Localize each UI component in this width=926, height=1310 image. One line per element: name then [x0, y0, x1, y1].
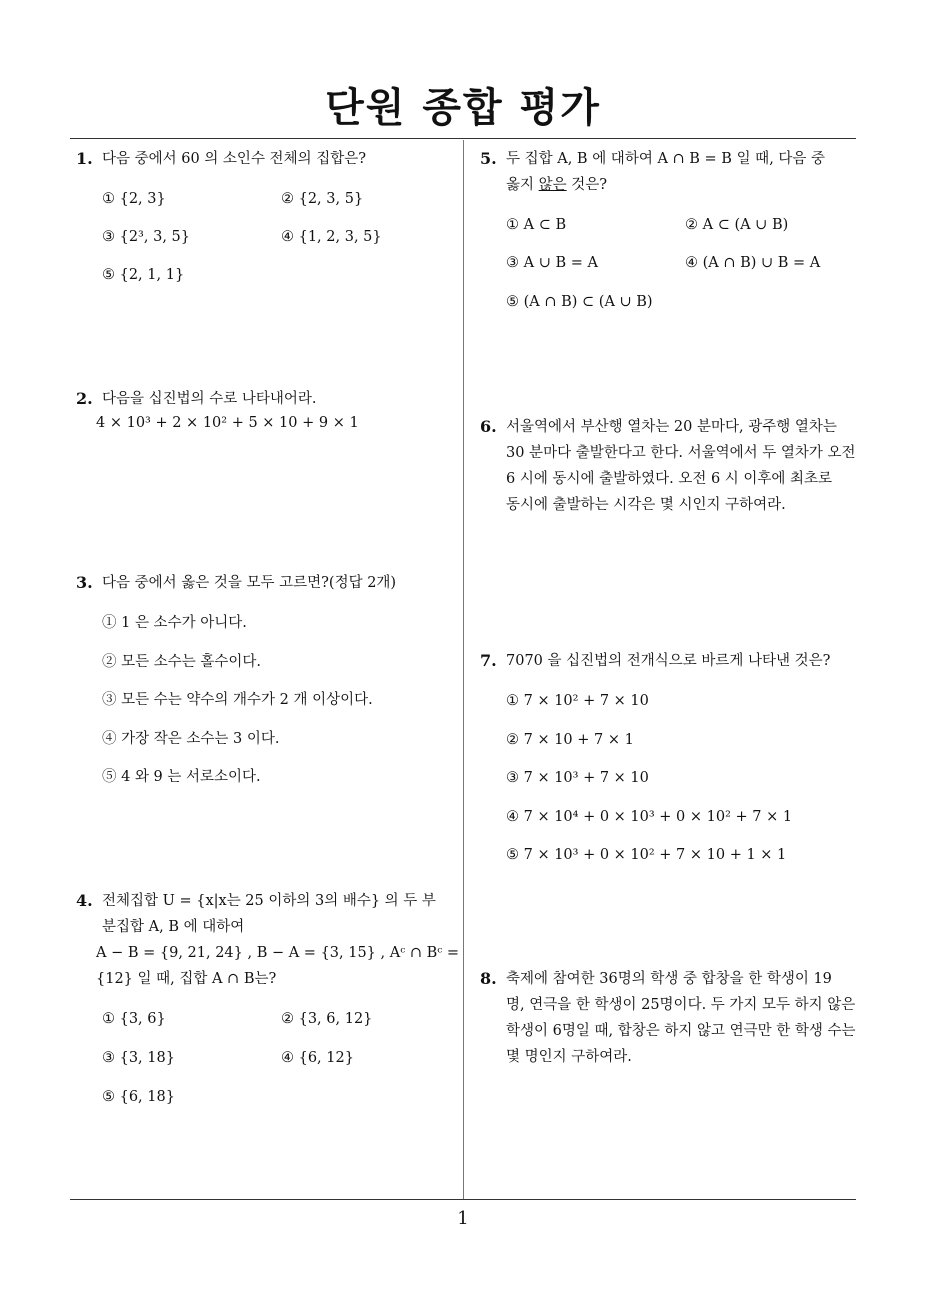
column-divider	[463, 140, 464, 1200]
option-1[interactable]: ① A ⊂ B	[506, 217, 567, 233]
stem-line: {12} 일 때, 집합 A ∩ B는?	[96, 971, 277, 987]
page-title: 단원 종합 평가	[325, 85, 601, 131]
option-2[interactable]: ② {2, 3, 5}	[281, 191, 364, 207]
page-number: 1	[457, 1208, 469, 1229]
answer-options	[480, 212, 860, 312]
question-number: 2.	[76, 389, 93, 408]
question-stem	[506, 414, 864, 518]
question-stem: 다음 중에서 옳은 것을 모두 고르면?(정답 2개)	[102, 575, 397, 591]
stem-line: 30 분마다 출발한다고 한다. 서울역에서 두 열차가 오전	[506, 445, 856, 461]
question-6	[480, 414, 864, 518]
option-3[interactable]: ③ 7 × 10³ + 7 × 10	[506, 770, 649, 786]
question-stem	[506, 146, 860, 198]
stem-line: 전체집합 U = {x|x는 25 이하의 3의 배수} 의 두 부	[102, 893, 436, 909]
stem-text: 것은?	[566, 177, 608, 193]
option-5[interactable]: ⑤ 4 와 9 는 서로소이다.	[102, 769, 261, 785]
answer-options	[76, 1006, 460, 1106]
emphasis-underline: 않은	[538, 177, 567, 193]
question-5	[480, 146, 860, 312]
option-1[interactable]: ① {3, 6}	[102, 1011, 166, 1027]
stem-line: 분집합 A, B 에 대하여	[102, 919, 245, 935]
stem-line	[506, 172, 860, 198]
option-1[interactable]: ① 1 은 소수가 아니다.	[102, 615, 247, 631]
option-5[interactable]: ⑤ (A ∩ B) ⊂ (A ∪ B)	[506, 294, 653, 310]
question-number: 7.	[480, 651, 497, 670]
question-4	[76, 888, 460, 1106]
option-1[interactable]: ① 7 × 10² + 7 × 10	[506, 693, 649, 709]
question-number: 8.	[480, 969, 497, 988]
stem-line: 서울역에서 부산행 열차는 20 분마다, 광주행 열차는	[506, 419, 837, 435]
question-stem	[506, 966, 864, 1070]
option-2[interactable]: ② {3, 6, 12}	[281, 1011, 373, 1027]
option-4[interactable]: ④ 가장 작은 소수는 3 이다.	[102, 731, 280, 747]
question-3	[76, 570, 456, 790]
question-number: 1.	[76, 149, 93, 168]
question-2	[76, 386, 456, 436]
option-4[interactable]: ④ (A ∩ B) ∪ B = A	[685, 255, 821, 271]
question-stem	[102, 888, 460, 940]
answer-options	[76, 610, 456, 790]
option-3[interactable]: ③ {2³, 3, 5}	[102, 229, 190, 245]
question-8	[480, 966, 864, 1070]
option-5[interactable]: ⑤ {6, 18}	[102, 1089, 175, 1105]
option-3[interactable]: ③ A ∪ B = A	[506, 255, 598, 271]
answer-options	[480, 688, 860, 868]
option-5[interactable]: ⑤ {2, 1, 1}	[102, 267, 185, 283]
stem-line: 몇 명인지 구하여라.	[506, 1049, 632, 1065]
question-stem: 다음을 십진법의 수로 나타내어라.	[102, 391, 317, 407]
option-2[interactable]: ② 모든 소수는 홀수이다.	[102, 654, 261, 670]
stem-line: 학생이 6명일 때, 합창은 하지 않고 연극만 한 학생 수는	[506, 1023, 856, 1039]
question-1	[76, 146, 456, 286]
option-3[interactable]: ③ 모든 수는 약수의 개수가 2 개 이상이다.	[102, 692, 373, 708]
answer-options	[76, 186, 456, 286]
question-stem: 다음 중에서 60 의 소인수 전체의 집합은?	[102, 151, 366, 167]
stem-line: A − B = {9, 21, 24} , B − A = {3, 15} , Aᶜ ∩ Bᶜ =	[96, 945, 460, 961]
stem-line: 두 집합 A, B 에 대하여 A ∩ B = B 일 때, 다음 중	[506, 151, 826, 167]
question-number: 6.	[480, 417, 497, 436]
option-4[interactable]: ④ 7 × 10⁴ + 0 × 10³ + 0 × 10² + 7 × 1	[506, 809, 793, 825]
question-number: 4.	[76, 891, 93, 910]
question-7	[480, 648, 860, 868]
question-number: 3.	[76, 573, 93, 592]
stem-text: 옳지	[506, 177, 539, 193]
stem-line: 명, 연극을 한 학생이 25명이다. 두 가지 모두 하지 않은	[506, 997, 856, 1013]
stem-line: 축제에 참여한 36명의 학생 중 합창을 한 학생이 19	[506, 971, 832, 987]
math-expression: 4 × 10³ + 2 × 10² + 5 × 10 + 9 × 1	[96, 415, 359, 431]
option-2[interactable]: ② A ⊂ (A ∪ B)	[685, 217, 789, 233]
option-4[interactable]: ④ {6, 12}	[281, 1050, 354, 1066]
top-rule	[70, 138, 856, 139]
option-2[interactable]: ② 7 × 10 + 7 × 1	[506, 732, 634, 748]
option-4[interactable]: ④ {1, 2, 3, 5}	[281, 229, 382, 245]
option-3[interactable]: ③ {3, 18}	[102, 1050, 175, 1066]
bottom-rule	[70, 1199, 856, 1200]
option-1[interactable]: ① {2, 3}	[102, 191, 166, 207]
stem-line: 6 시에 동시에 출발하였다. 오전 6 시 이후에 최초로	[506, 471, 833, 487]
stem-line: 동시에 출발하는 시각은 몇 시인지 구하여라.	[506, 497, 786, 513]
option-5[interactable]: ⑤ 7 × 10³ + 0 × 10² + 7 × 10 + 1 × 1	[506, 847, 787, 863]
question-stem: 7070 을 십진법의 전개식으로 바르게 나타낸 것은?	[506, 653, 831, 669]
question-number: 5.	[480, 149, 497, 168]
